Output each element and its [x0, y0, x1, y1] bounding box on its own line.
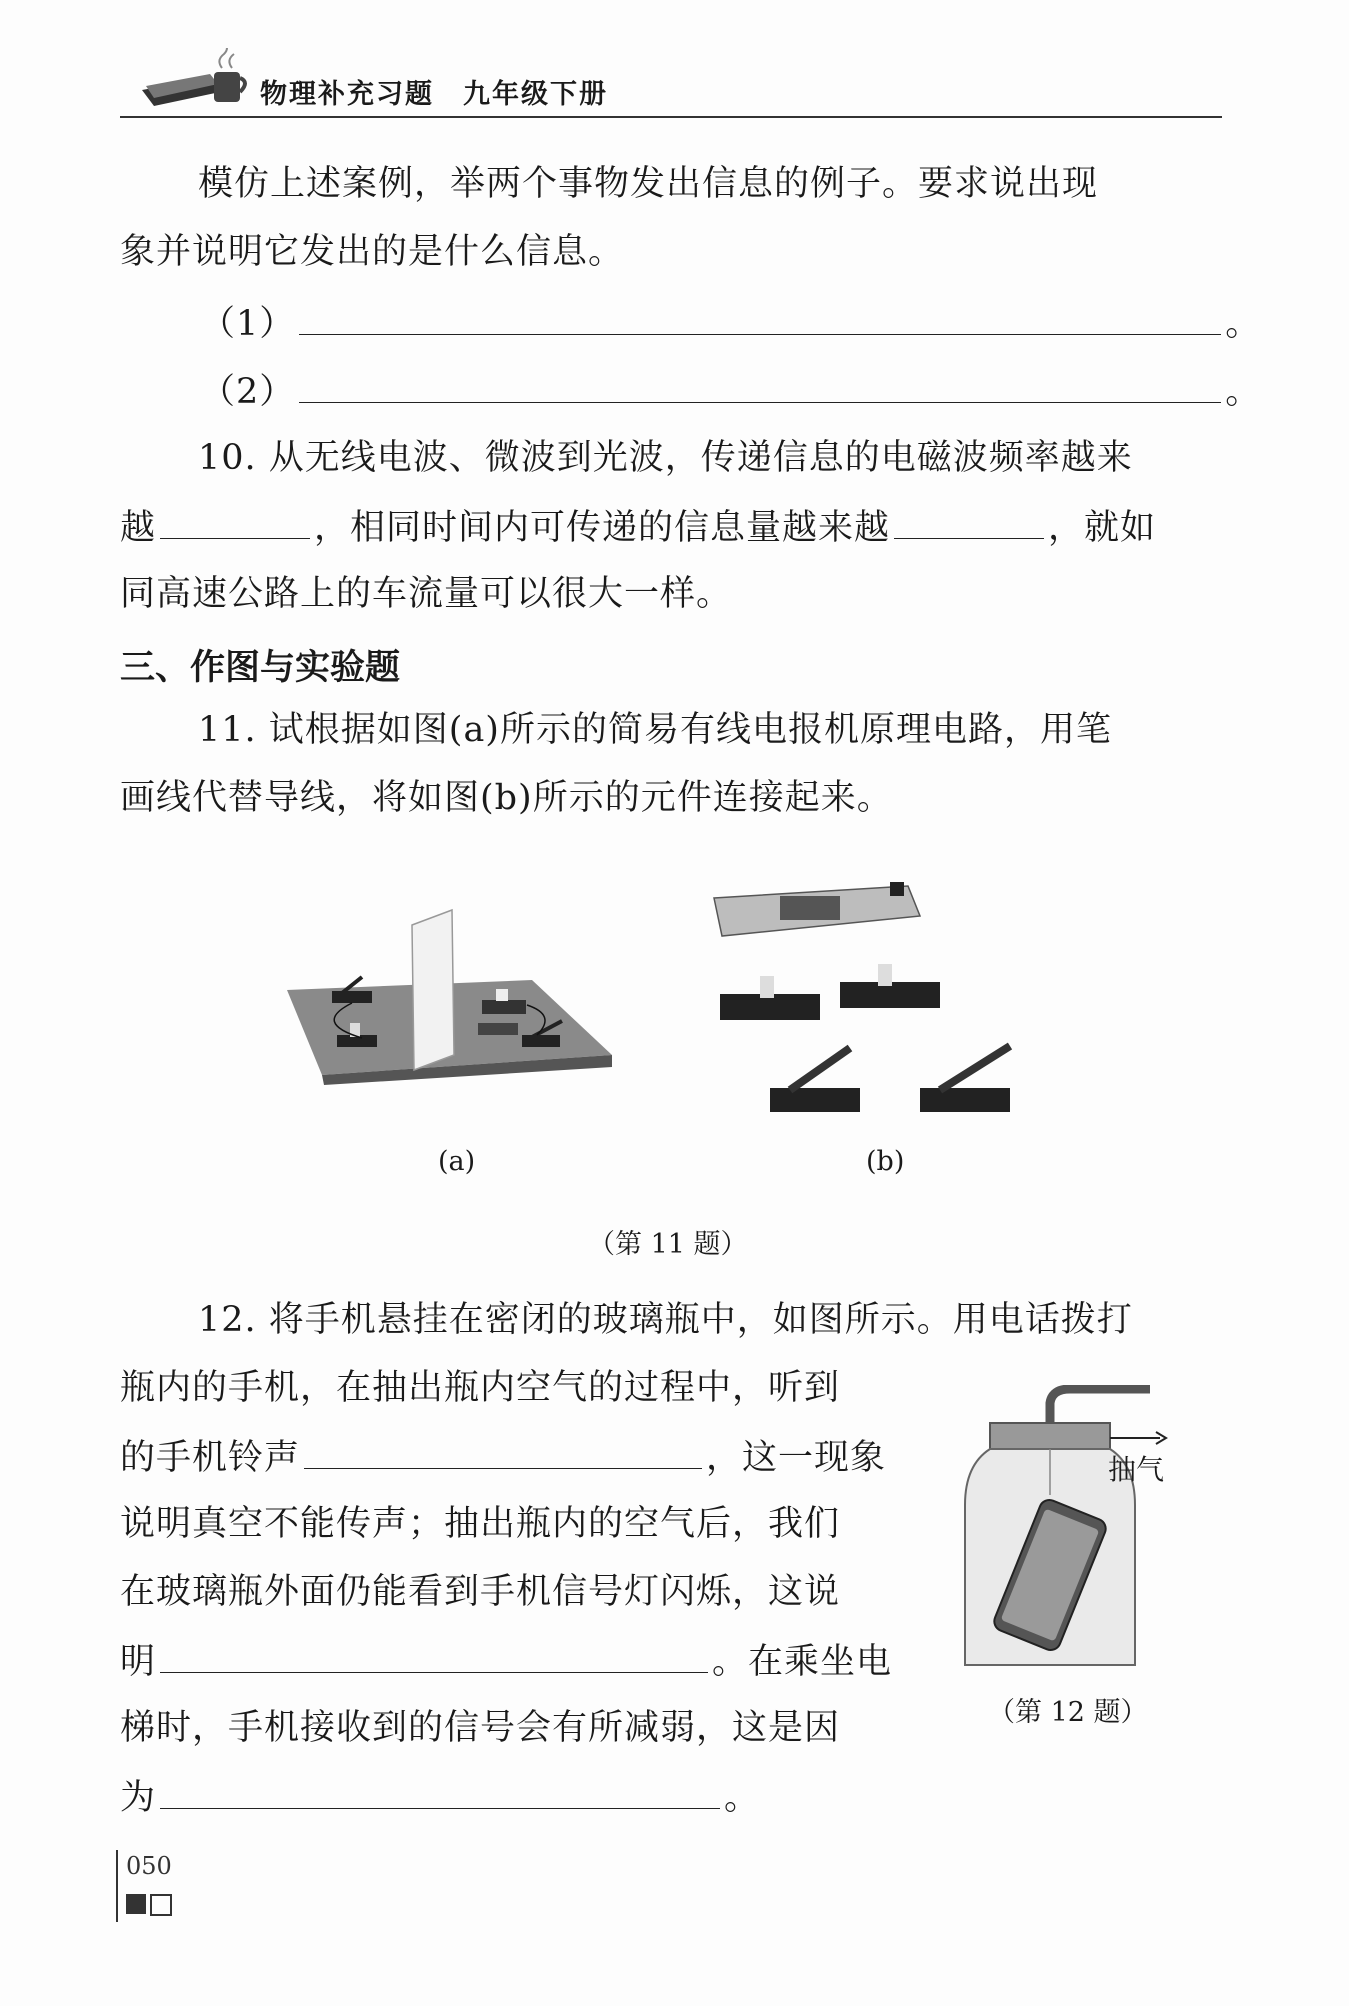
- figure-12-jar-with-phone: [960, 1385, 1160, 1675]
- square-outline-icon: [150, 1894, 172, 1916]
- question-12-line: 说明真空不能传声；抽出瓶内的空气后，我们: [120, 1504, 841, 1544]
- pump-air-label: 抽气: [1108, 1453, 1165, 1486]
- answer-blank[interactable]: [160, 1774, 720, 1809]
- figure-b-components: [710, 878, 1040, 1138]
- arrow-right-icon: [1110, 1430, 1168, 1446]
- answer-blank[interactable]: [299, 300, 1221, 335]
- item-label: （1）: [200, 304, 296, 344]
- section-title: 三、作图与实验题: [120, 648, 401, 688]
- answer-blank[interactable]: [894, 504, 1044, 539]
- page-number-bar: [116, 1850, 118, 1922]
- figure-b-label: (b): [866, 1146, 905, 1177]
- question-12-line: 瓶内的手机，在抽出瓶内空气的过程中，听到: [120, 1368, 841, 1408]
- page-header: [120, 30, 1222, 118]
- figure-a-telegraph-circuit: [282, 905, 612, 1085]
- answer-item-2: [200, 368, 1261, 414]
- answer-blank[interactable]: [304, 1434, 702, 1469]
- answer-blank[interactable]: [160, 504, 310, 539]
- text: ，相同时间内可传递的信息量越来越: [314, 508, 891, 548]
- page-number: 050: [126, 1852, 172, 1880]
- item-label: （2）: [200, 372, 296, 412]
- intro-line: 模仿上述案例，举两个事物发出信息的例子。要求说出现: [198, 164, 1099, 204]
- text: 为: [120, 1778, 157, 1818]
- question-10-line: 10. 从无线电波、微波到光波，传递信息的电磁波频率越来: [198, 438, 1133, 478]
- period: 。: [1225, 304, 1262, 344]
- question-12-line: 梯时，手机接收到的信号会有所减弱，这是因: [120, 1708, 841, 1748]
- answer-item-1: [200, 300, 1261, 346]
- question-10-line: [120, 504, 1156, 550]
- question-11-line: 画线代替导线，将如图(b)所示的元件连接起来。: [120, 778, 893, 818]
- question-11-line: 11. 试根据如图(a)所示的简易有线电报机原理电路，用笔: [198, 710, 1112, 750]
- question-10-line: 同高速公路上的车流量可以很大一样。: [120, 574, 733, 614]
- figure-a-label: (a): [438, 1146, 476, 1177]
- square-filled-icon: [126, 1894, 146, 1914]
- header-title: 物理补充习题 九年级下册: [260, 79, 608, 110]
- question-12-line: [120, 1774, 760, 1820]
- question-12-line: 在玻璃瓶外面仍能看到手机信号灯闪烁，这说: [120, 1572, 841, 1612]
- question-12-line: [120, 1638, 892, 1684]
- question-12-line: [120, 1434, 886, 1480]
- intro-line: 象并说明它发出的是什么信息。: [120, 232, 625, 272]
- book-and-cup-icon: [138, 48, 256, 110]
- text: 明: [120, 1642, 157, 1682]
- figure-11-caption: （第 11 题）: [588, 1229, 748, 1260]
- text: 。: [724, 1778, 761, 1818]
- text: 。在乘坐电: [712, 1642, 893, 1682]
- figure-12-caption: （第 12 题）: [988, 1697, 1148, 1728]
- answer-blank[interactable]: [160, 1638, 708, 1673]
- text: 越: [120, 508, 157, 548]
- question-12-line: 12. 将手机悬挂在密闭的玻璃瓶中，如图所示。用电话拨打: [198, 1300, 1133, 1340]
- text: 的手机铃声: [120, 1438, 301, 1478]
- period: 。: [1225, 372, 1262, 412]
- answer-blank[interactable]: [299, 368, 1221, 403]
- text: ，就如: [1048, 508, 1157, 548]
- text: ，这一现象: [706, 1438, 887, 1478]
